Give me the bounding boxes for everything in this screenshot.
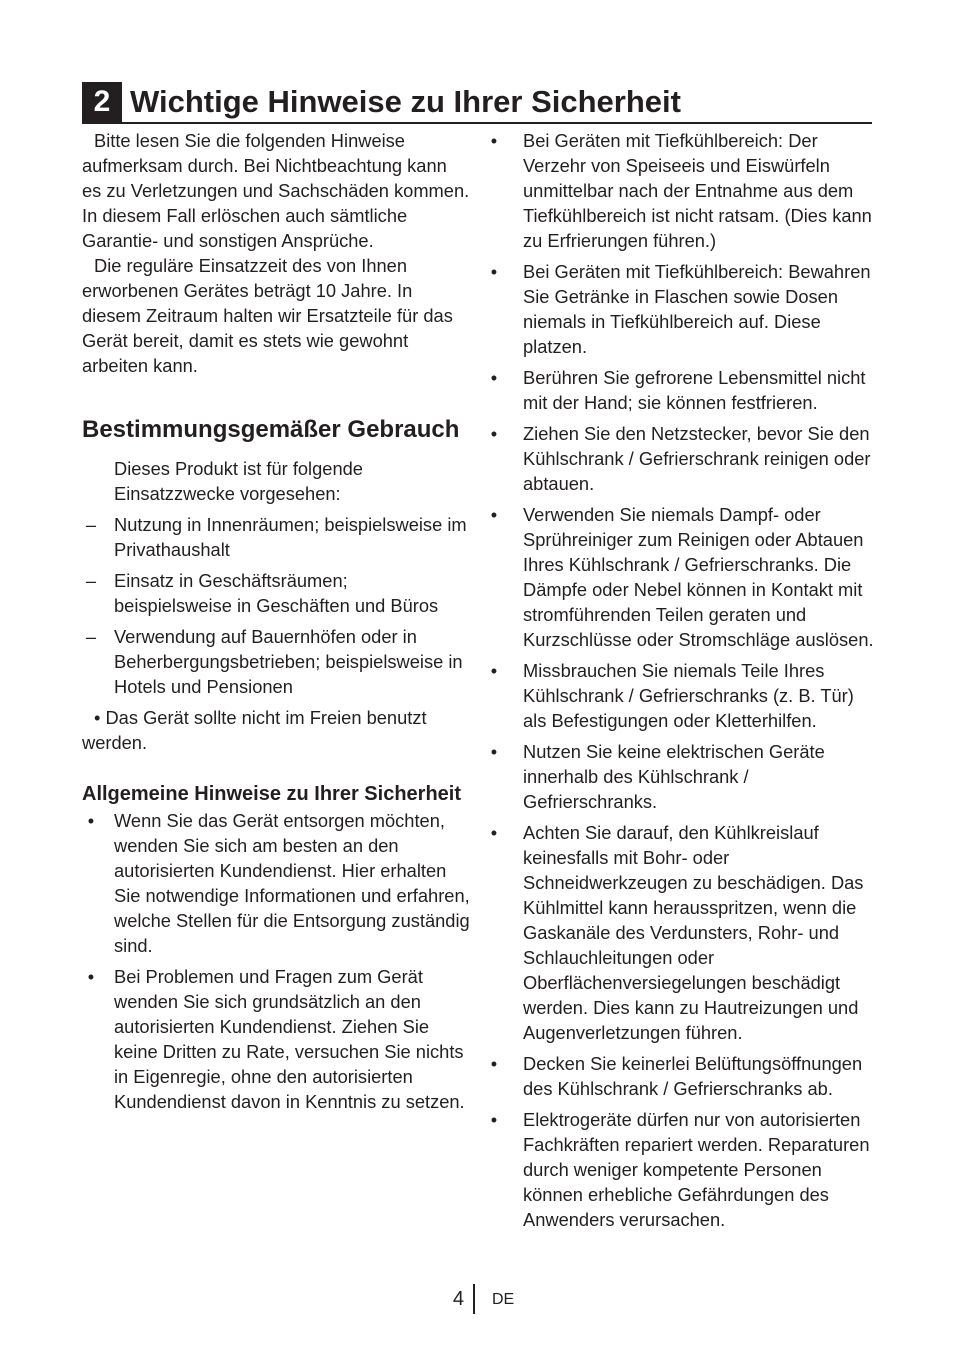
dash-marker: – bbox=[85, 514, 97, 535]
intro-paragraph-1: Bitte lesen Sie die folgenden Hinweise aufmerksam durch. Bei Nichtbeachtung kann es zu Verletzungen und Sachschäden kommen. In diesem Fall erlöschen auch sämtliche Garantie- und sonstigen Ansprüche. bbox=[82, 130, 470, 251]
right-column bbox=[488, 128, 874, 1238]
list-item: • Verwenden Sie niemals Dampf- oder Sprühreiniger zum Reinigen oder Abtauen Ihres Kühlschrank / Gefrierschranks. Die Dämpfe oder Nebel können in Kontakt mit stromführenden Teilen geraten und Kurzschlüsse oder Stromschläge auslösen. bbox=[488, 502, 874, 652]
list-item: • Wenn Sie das Gerät entsorgen möchten, wenden Sie sich am besten an den autorisierten Kundendienst. Hier erhalten Sie notwendige Informationen und erfahren, welche Stellen für die Entsorgung zuständig sind. bbox=[82, 808, 470, 958]
list-item: • Nutzen Sie keine elektrischen Geräte innerhalb des Kühlschrank / Gefrierschranks. bbox=[488, 739, 874, 814]
bullet-marker: • bbox=[87, 810, 95, 831]
left-column bbox=[82, 128, 470, 1120]
bullet-marker: • bbox=[490, 822, 498, 843]
chapter-number: 2 bbox=[82, 82, 122, 122]
list-item: • Ziehen Sie den Netzstecker, bevor Sie den Kühlschrank / Gefrierschrank reinigen oder abtauen. bbox=[488, 421, 874, 496]
list-item: – Nutzung in Innenräumen; beispielsweise im Privathaushalt bbox=[82, 512, 470, 562]
dash-marker: – bbox=[85, 626, 97, 647]
list-item: • Missbrauchen Sie niemals Teile Ihres Kühlschrank / Gefrierschranks (z. B. Tür) als Befestigungen oder Kletterhilfen. bbox=[488, 658, 874, 733]
list-item: • Bei Problemen und Fragen zum Gerät wenden Sie sich grundsätzlich an den autorisierten Kundendienst. Ziehen Sie keine Dritten zu Rate, versuchen Sie nichts in Eigenregie, ohne den autorisierten Kundendienst davon in Kenntnis zu setzen. bbox=[82, 964, 470, 1114]
section-heading-general-safety: Allgemeine Hinweise zu Ihrer Sicherheit bbox=[82, 783, 462, 805]
usage-intro: Dieses Produkt ist für folgende Einsatzzwecke vorgesehen: bbox=[114, 458, 363, 504]
page-footer bbox=[0, 1284, 954, 1314]
list-item: • Bei Geräten mit Tiefkühlbereich: Bewahren Sie Getränke in Flaschen sowie Dosen niemals in Tiefkühlbereich auf. Diese platzen. bbox=[488, 259, 874, 359]
safety-list bbox=[82, 808, 470, 1114]
list-item: • Bei Geräten mit Tiefkühlbereich: Der Verzehr von Speiseeis und Eiswürfeln unmittelbar nach der Entnahme aus dem Tiefkühlbereich ist nicht ratsam. (Dies kann zu Erfrierungen führen.) bbox=[488, 128, 874, 253]
bullet-marker: • bbox=[490, 130, 498, 151]
intro-paragraph-2: Die reguläre Einsatzzeit des von Ihnen erworbenen Gerätes beträgt 10 Jahre. In diesem Zeitraum halten wir Ersatzteile für das Gerät bereit, damit es stets wie gewohnt arbeiten kann. bbox=[82, 255, 453, 376]
bullet-marker: • bbox=[490, 660, 498, 681]
bullet-marker: • bbox=[87, 966, 95, 987]
bullet-marker: • bbox=[490, 261, 498, 282]
page-number: 4 bbox=[452, 1288, 464, 1310]
bullet-marker: • bbox=[490, 1109, 498, 1130]
page-title-bar bbox=[82, 82, 872, 124]
bullet-marker: • bbox=[490, 423, 498, 444]
safety-list-continued bbox=[488, 128, 874, 1232]
bullet-marker: • bbox=[490, 1053, 498, 1074]
outdoor-note: • Das Gerät sollte nicht im Freien benutzt werden. bbox=[82, 707, 427, 753]
list-item: • Elektrogeräte dürfen nur von autorisierten Fachkräften repariert werden. Reparaturen durch weniger kompetente Personen können erhebliche Gefährdungen des Anwenders verursachen. bbox=[488, 1107, 874, 1232]
bullet-marker: • bbox=[490, 367, 498, 388]
list-item: • Achten Sie darauf, den Kühlkreislauf keinesfalls mit Bohr- oder Schneidwerkzeugen zu beschädigen. Das Kühlmittel kann herausspritzen, wenn die Gaskanäle des Verdunsters, Rohr- und Schlauchleitungen oder Oberflächenversiegelungen beschädigt werden. Dies kann zu Hautreizungen und Augenverletzungen führen. bbox=[488, 820, 874, 1045]
list-item: • Decken Sie keinerlei Belüftungsöffnungen des Kühlschrank / Gefrierschranks ab. bbox=[488, 1051, 874, 1101]
bullet-marker: • bbox=[490, 741, 498, 762]
page-title: Wichtige Hinweise zu Ihrer Sicherheit bbox=[130, 84, 681, 119]
section-heading-intended-use: Bestimmungsgemäßer Gebrauch bbox=[82, 416, 460, 443]
list-item: – Einsatz in Geschäftsräumen; beispielsweise in Geschäften und Büros bbox=[82, 568, 470, 618]
usage-list bbox=[82, 512, 470, 699]
language-code: DE bbox=[492, 1291, 515, 1308]
list-item: • Berühren Sie gefrorene Lebensmittel nicht mit der Hand; sie können festfrieren. bbox=[488, 365, 874, 415]
dash-marker: – bbox=[85, 570, 97, 591]
bullet-marker: • bbox=[490, 504, 498, 525]
list-item: – Verwendung auf Bauernhöfen oder in Beherbergungsbetrieben; beispielsweise in Hotels und Pensionen bbox=[82, 624, 470, 699]
footer-divider bbox=[473, 1284, 475, 1314]
